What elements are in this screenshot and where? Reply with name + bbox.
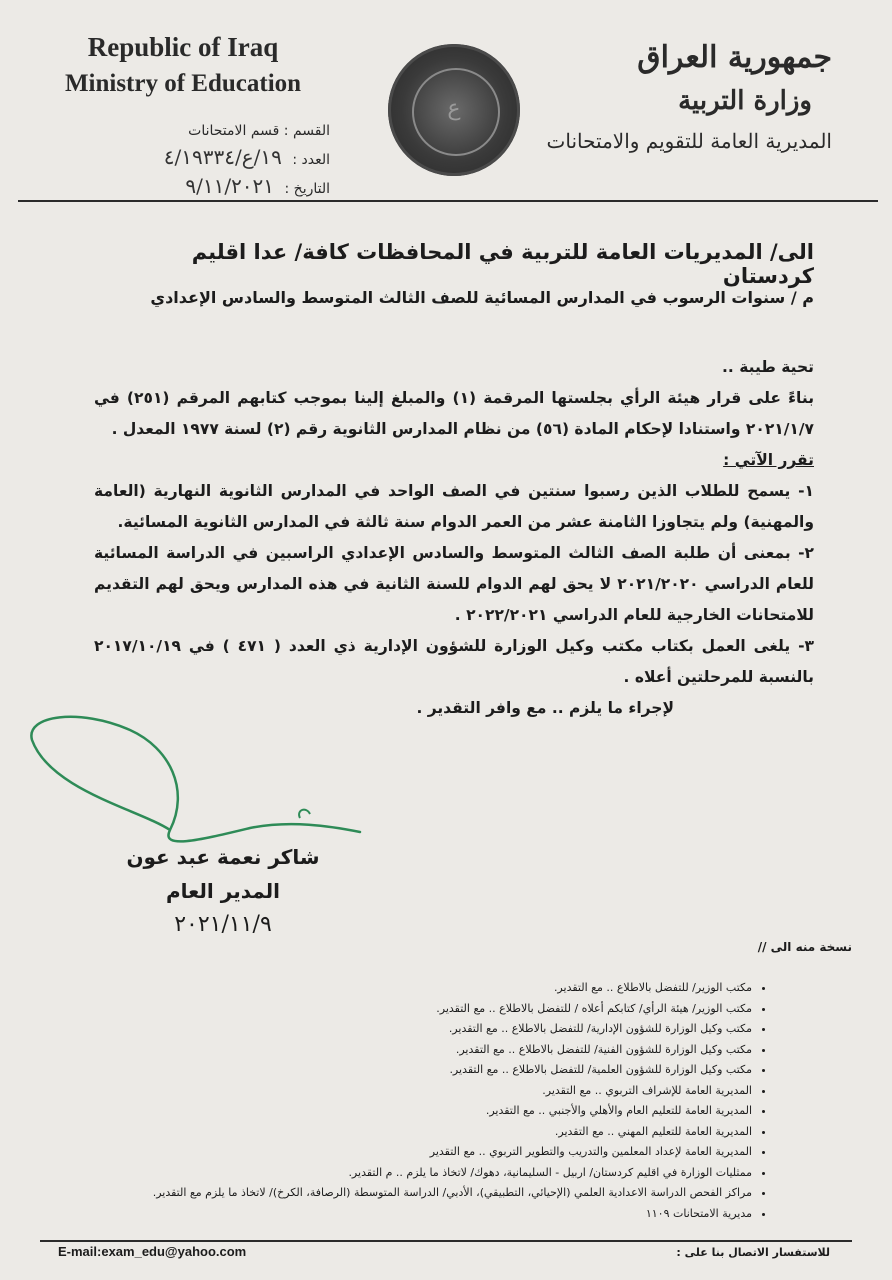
reference-meta [40, 118, 330, 202]
meta-department: القسم : قسم الامتحانات [188, 123, 330, 139]
copy-item: • مراكز الفحص الدراسة الاعدادية العلمي (الإحيائي، التطبيقي)، الأدبي/ الدراسة المتوسطة (الرصافة، الكرخ)/ لاتخاذ ما يلزم مع التقدير. [110, 1183, 752, 1204]
decision-item-2: ٢- بمعنى أن طلبة الصف الثالث المتوسط والسادس الإعدادي الراسبين في الدراسة المسائية للعام الدراسي ٢٠٢١/٢٠٢٠ لا يحق لهم الدوام للسنة الثانية في هذه المدارس ويحق لهم التقديم للامتحانات الخارجية للعام الدراسي ٢٠٢٢/٢٠٢١ . [94, 544, 815, 624]
copy-item: • مكتب وكيل الوزارة للشؤون العلمية/ للتفضل بالاطلاع .. مع التقدير. [110, 1060, 752, 1081]
copy-item: • مكتب وكيل الوزارة للشؤون الإدارية/ للتفضل بالاطلاع .. مع التقدير. [110, 1019, 752, 1040]
footer-divider [40, 1240, 852, 1242]
copy-item: • مكتب وكيل الوزارة للشؤون الفنية/ للتفضل بالاطلاع .. مع التقدير. [110, 1040, 752, 1061]
copy-item: • ممثليات الوزارة في اقليم كردستان/ اربيل - السليمانية، دهوك/ لاتخاذ ما يلزم .. م التقدير. [110, 1163, 752, 1184]
decision-label: تقرر الآتي : [723, 451, 814, 469]
copies-title: نسخة منه الى // [757, 940, 852, 954]
copy-item: • مديرية الامتحانات ١١٠٩ [110, 1204, 752, 1225]
intro-paragraph: بناءً على قرار هيئة الرأي بجلستها المرقمة (١) والمبلغ إلينا بموجب كتابهم المرقم (٢٥١) في ٢٠٢١/١/٧ واستنادا لإحكام المادة (٥٦) من نظام المدارس الثانوية رقم (٢) لسنة ١٩٧٧ المعدل . [94, 389, 815, 438]
footer-contact: للاستفسار الاتصال بنا على : [676, 1246, 830, 1259]
header-ministry: Ministry of Education [64, 70, 302, 97]
copy-item: • مكتب الوزير/ للتفضل بالاطلاع .. مع التقدير. [110, 978, 752, 999]
ministry-seal-icon [388, 44, 520, 176]
signature-block [88, 840, 358, 942]
copy-item: • المديرية العامة للإشراف التربوي .. مع التقدير. [110, 1081, 752, 1102]
closing-line: لإجراء ما يلزم .. مع وافر التقدير . [416, 699, 674, 717]
copy-item: • المديرية العامة للتعليم المهني .. مع التقدير. [110, 1122, 752, 1143]
header-republic: Republic of Iraq [87, 32, 279, 62]
handwritten-signature-icon [20, 700, 380, 860]
arabic-header [532, 36, 832, 160]
greeting: تحية طيبة .. [722, 358, 814, 376]
letter-body [94, 352, 814, 724]
addressee: الى/ المديريات العامة للتربية في المحافظات كافة/ عدا اقليم كردستان [191, 240, 814, 288]
signatory-name: شاكر نعمة عبد عون [126, 845, 320, 869]
meta-date-label: التاريخ : [284, 181, 330, 197]
header-directorate-ar: المديرية العامة للتقويم والامتحانات [546, 129, 832, 153]
header-ministry-ar: وزارة التربية [678, 86, 812, 116]
decision-item-3: ٣- يلغى العمل بكتاب مكتب وكيل الوزارة للشؤون الإدارية ذي العدد ( ٤٧١ ) في ٢٠١٧/١٠/١٩ بالنسبة للمرحلتين أعلاه . [94, 637, 814, 686]
copy-item: • المديرية العامة للتعليم العام والأهلي والأجنبي .. مع التقدير. [110, 1101, 752, 1122]
copy-item: • مكتب الوزير/ هيئة الرأي/ كتابكم أعلاه / للتفضل بالاطلاع .. مع التقدير. [110, 999, 752, 1020]
signatory-title: المدير العام [165, 879, 281, 903]
copies-list [110, 978, 770, 1224]
meta-date [40, 173, 330, 202]
meta-number-value: ١٩/ع/٤/١٩٣٣٤ [163, 145, 282, 169]
footer-email: E-mail:exam_edu@yahoo.com [58, 1244, 247, 1259]
meta-date-value: ٩/١١/٢٠٢١ [185, 174, 275, 198]
subject-line: م / سنوات الرسوب في المدارس المسائية للصف الثالث المتوسط والسادس الإعدادي [150, 288, 814, 307]
header-republic-ar: جمهورية العراق [637, 40, 832, 75]
decision-item-1: ١- يسمح للطلاب الذين رسبوا سنتين في الصف الواحد في المدارس الثانوية النهارية (العامة والمهنية) ولم يتجاوزا الثامنة عشر من العمر الدوام سنة ثالثة في المدارس الثانوية المسائية. [94, 482, 814, 531]
signature-date: ٢٠٢١/١١/٩ [174, 912, 272, 937]
header-divider [18, 200, 878, 202]
meta-number [40, 144, 330, 173]
seal-mark: ع [447, 96, 461, 121]
meta-number-label: العدد : [292, 152, 330, 168]
copy-item: • المديرية العامة لإعداد المعلمين والتدريب والتطوير التربوي .. مع التقدير [110, 1142, 752, 1163]
english-header [38, 30, 328, 104]
